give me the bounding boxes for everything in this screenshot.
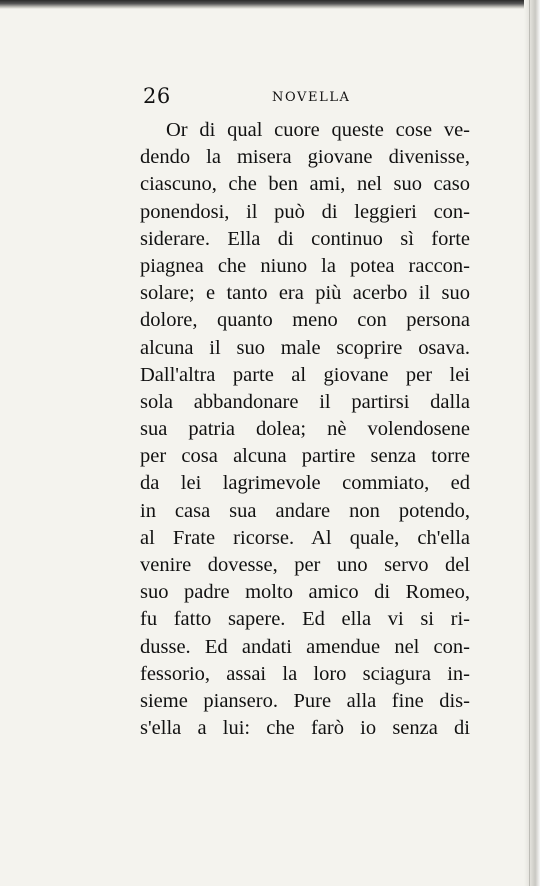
text-line: fu fatto sapere. Ed ella vi si ri-	[140, 608, 470, 631]
text-line: ciascuno, che ben ami, nel suo caso	[140, 173, 470, 196]
text-line: s'ella a lui: che farò io senza di	[140, 717, 470, 740]
text-line: dendo la misera giovane divenisse,	[140, 146, 470, 169]
page-number: 26	[143, 84, 171, 108]
text-line: solare; e tanto era più acerbo il suo	[140, 282, 470, 305]
text-line: da lei lagrimevole commiato, ed	[140, 472, 470, 495]
text-line: siderare. Ella di continuo sì forte	[140, 227, 470, 250]
text-line: in casa sua andare non potendo,	[140, 499, 470, 522]
text-line: alcuna il suo male scoprire osava.	[140, 336, 470, 359]
page-edge-line	[529, 0, 530, 886]
text-line: per cosa alcuna partire senza torre	[140, 445, 470, 468]
text-line: dolore, quanto meno con persona	[140, 309, 470, 332]
text-line: sola abbandonare il partirsi dalla	[140, 390, 470, 413]
page-top-edge	[0, 0, 540, 9]
text-line: fessorio, assai la loro sciagura in-	[140, 662, 470, 685]
text-line: dusse. Ed andati amendue nel con-	[140, 635, 470, 658]
text-line: sieme piansero. Pure alla fine dis-	[140, 689, 470, 712]
text-line: venire dovesse, per uno servo del	[140, 554, 470, 576]
text-line: Dall'altra parte al giovane per lei	[140, 363, 470, 386]
text-line: Or di qual cuore queste cose ve-	[166, 119, 470, 141]
text-line: sua patria dolea; nè volendosene	[140, 418, 470, 441]
running-head: NOVELLA	[272, 90, 351, 105]
text-line: ponendosi, il può di leggieri con-	[140, 200, 470, 223]
page-right-edge	[524, 0, 540, 886]
body-text	[140, 117, 470, 742]
text-line: piagnea che niuno la potea raccon-	[140, 254, 470, 277]
text-line: al Frate ricorse. Al quale, ch'ella	[140, 526, 470, 549]
text-line: suo padre molto amico di Romeo,	[140, 581, 470, 604]
page-header	[143, 86, 473, 110]
